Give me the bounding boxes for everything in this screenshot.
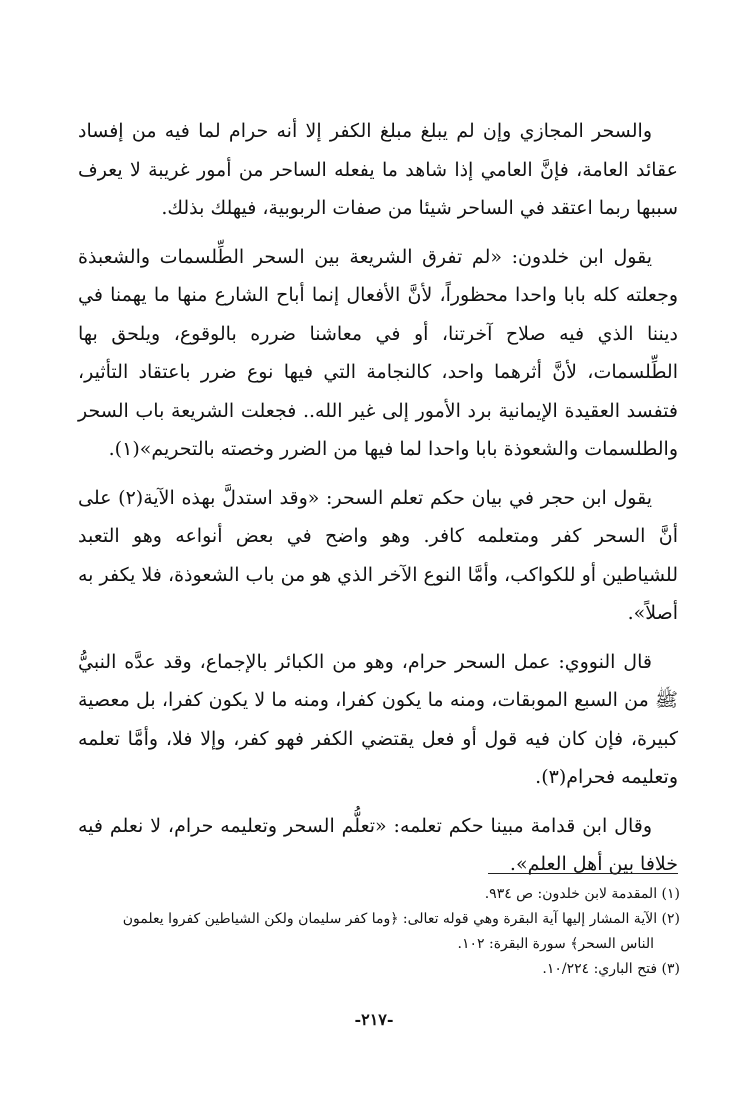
page-number: -٢١٧- [354,1010,394,1029]
footnote-2: (٢) الآية المشار إليها آية البقرة وهي قوله تعالى: ﴿وما كفر سليمان ولكن الشياطين كفروا يعلمون [122,911,680,927]
paragraph-2: يقول ابن خلدون: «لم تفرق الشريعة بين السحر الطِّلسمات والشعبذة وجعلته كله بابا واحدا محظوراً، لأنَّ الأفعال إنما أباح الشارع منها ما يهمنا في ديننا الذي فيه صلاح آخرتنا، أو في معاشنا ضرره بالوقوع، ويلحق بها الطِّلسمات، لأنَّ أثرهما واحد، كالنجامة التي فيها نوع ضرر باعتقاد التأثير، فتفسد العقيدة الإيمانية برد الأمور إلى غير الله.. فجعلت الشريعة باب السحر والطلسمات والشعوذة بابا واحدا لما فيها من الضرر وخصته بالتحريم»(١). [78,245,678,460]
paragraph-3: يقول ابن حجر في بيان حكم تعلم السحر: «وقد استدلَّ بهذه الآية(٢) على أنَّ السحر كفر ومتعلمه كافر. وهو واضح في بعض أنواعه وهو التعبد للشياطين أو للكواكب، وأمَّا النوع الآخر الذي هو من باب الشعوذة، فلا يكفر به أصلاً». [78,486,678,624]
main-text [78,112,678,894]
footnotes [90,882,680,982]
footnote-divider [488,873,678,874]
footnote-1: (١) المقدمة لابن خلدون: ص ٩٣٤. [484,886,680,902]
paragraph-5: وقال ابن قدامة مبينا حكم تعلمه: «تعلُّم السحر وتعليمه حرام، لا نعلم فيه خلافا بين أهل العلم». [78,814,678,875]
paragraph-4: قال النووي: عمل السحر حرام، وهو من الكبائر بالإجماع، وقد عدَّه النبيُّ ﷺ من السبع الموبقات، ومنه ما يكون كفرا، ومنه ما لا يكون كفرا، بل معصية كبيرة، فإن كان فيه قول أو فعل يقتضي الكفر فهو كفر، وإلا فلا، وأمَّا تعلمه وتعليمه فحرام(٣). [78,650,678,788]
footnote-2-continuation: الناس السحر﴾ سورة البقرة: ١٠٢. [457,936,654,952]
footnote-3: (٣) فتح الباري: ١٠/٢٢٤. [542,961,680,977]
paragraph-1: والسحر المجازي وإن لم يبلغ مبلغ الكفر إلا أنه حرام لما فيه من إفساد عقائد العامة، فإنَّ العامي إذا شاهد ما يفعله الساحر من أمور غريبة لا يعرف سببها ربما اعتقد في الساحر شيئا من صفات الربوبية، فيهلك بذلك. [78,120,678,219]
